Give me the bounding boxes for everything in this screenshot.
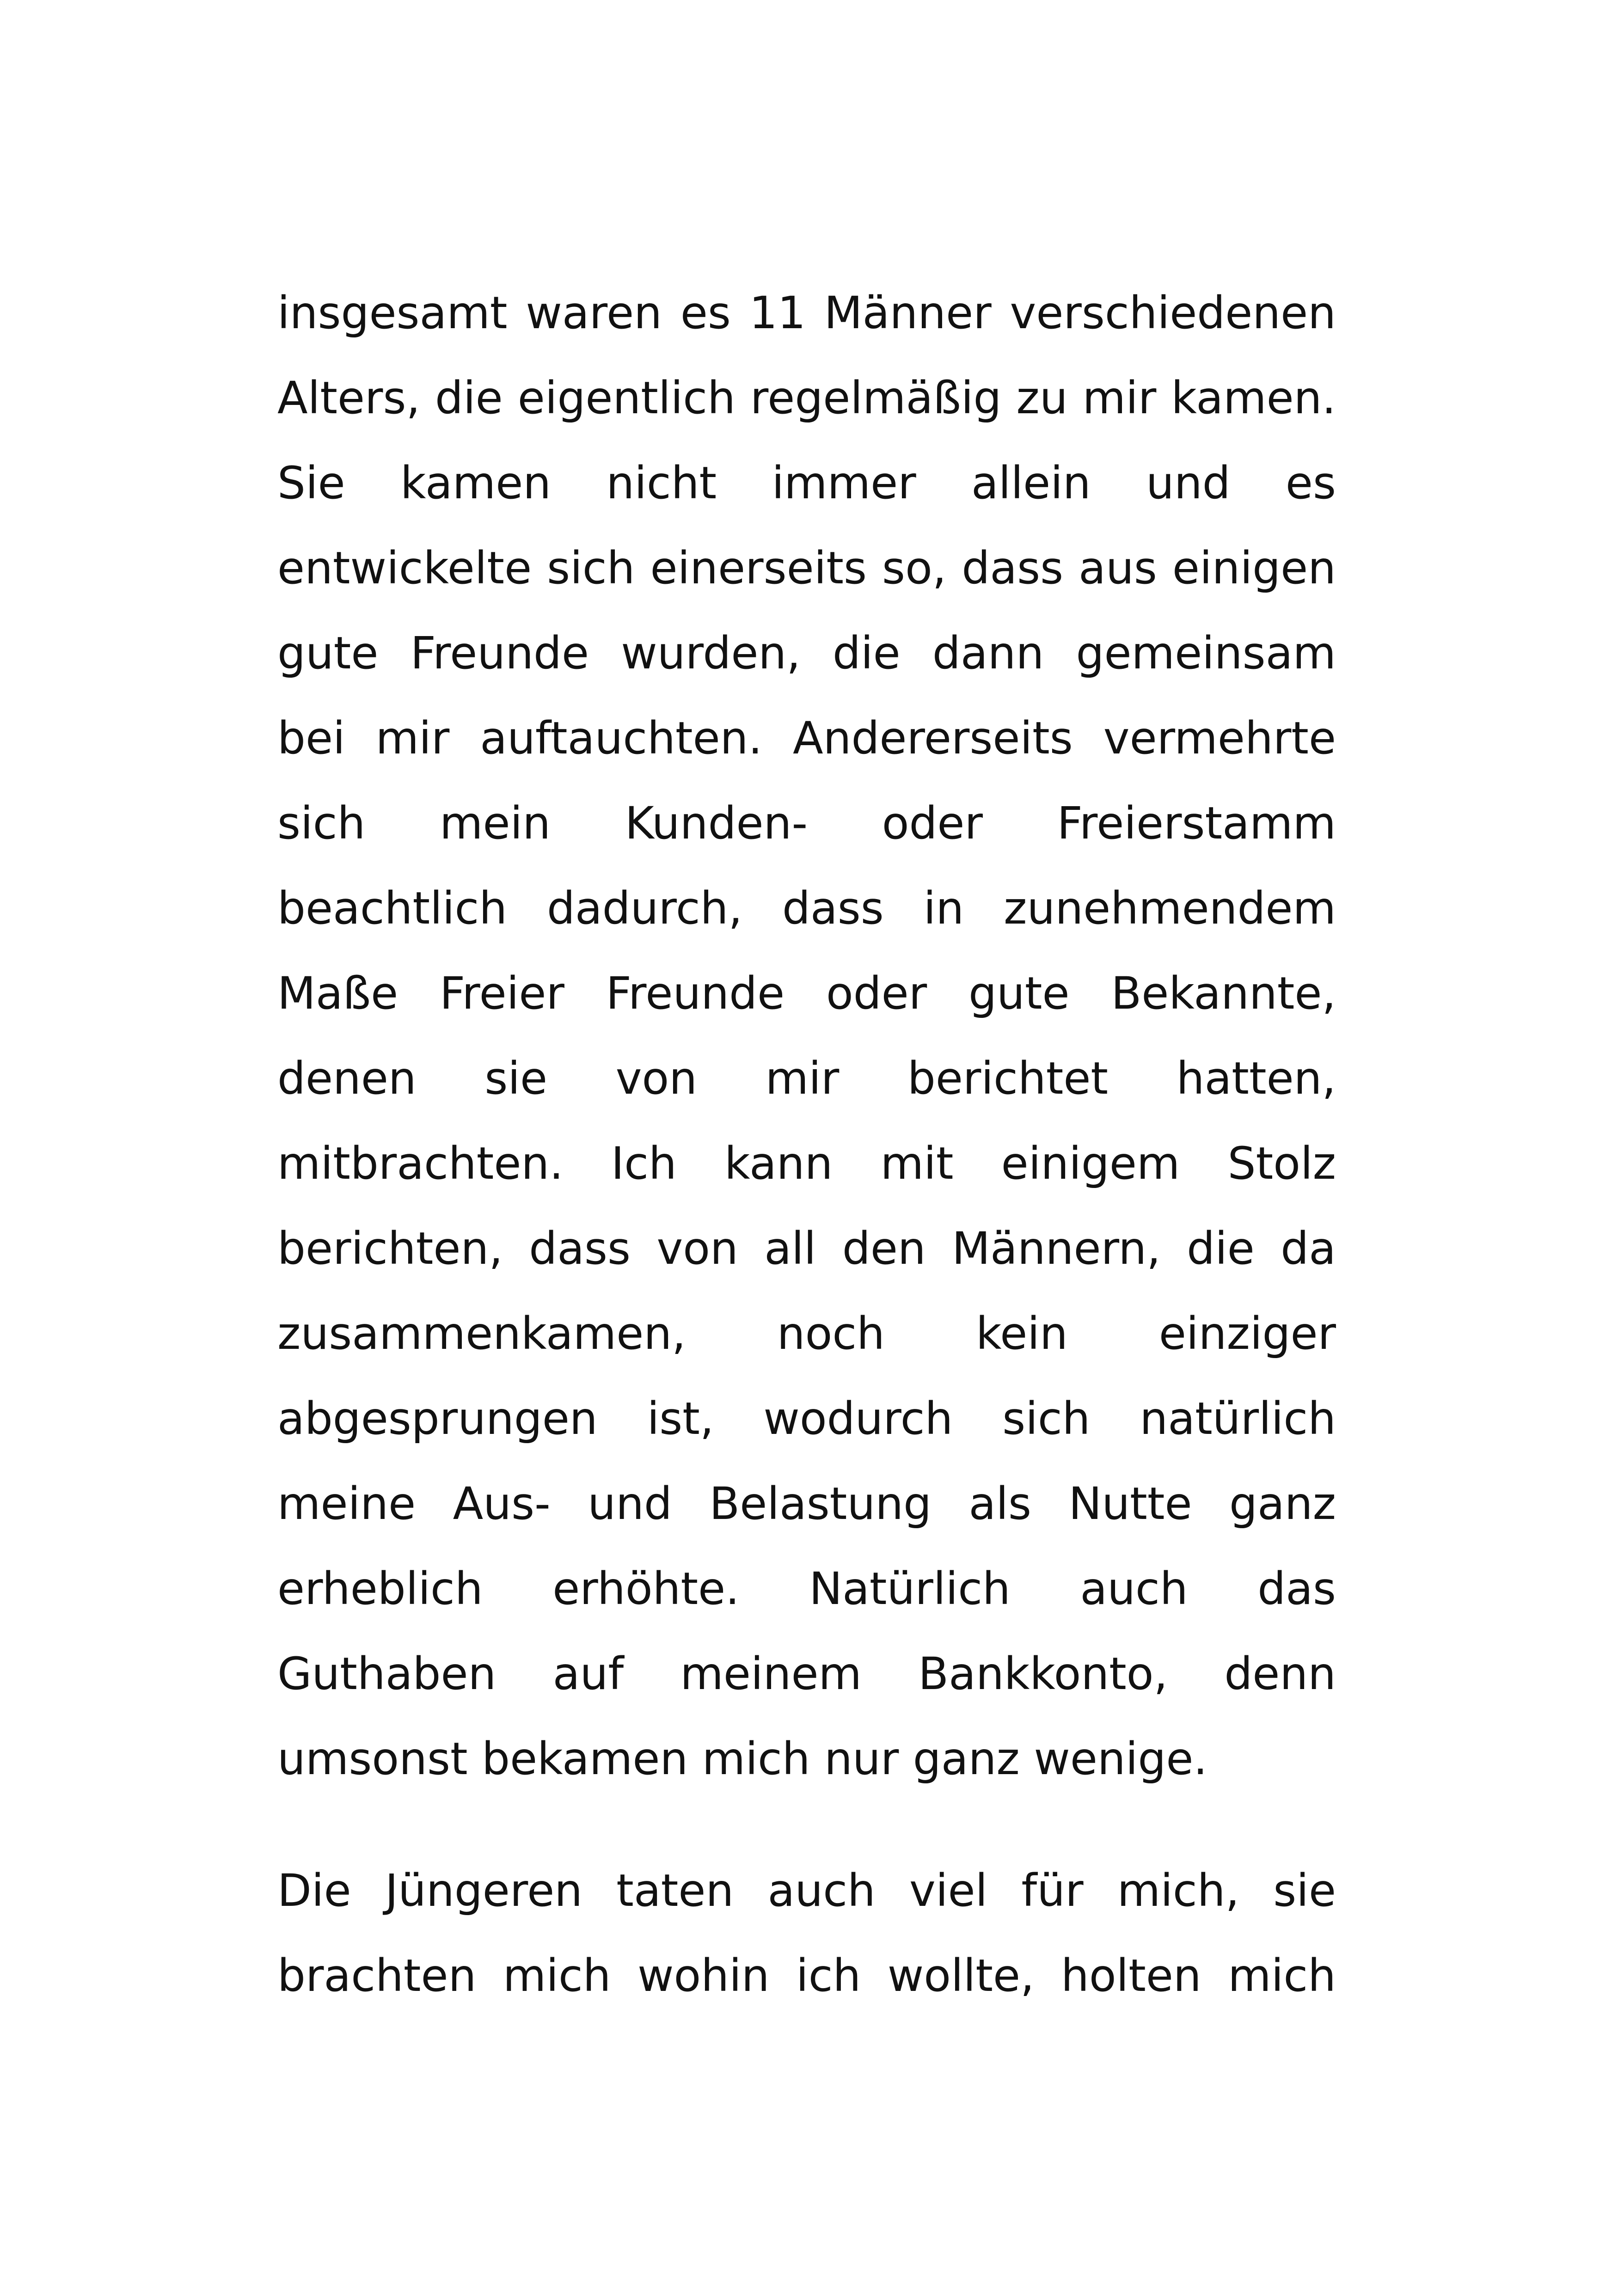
text-line: erheblich erhöhte. Natürlich auch das [277,1563,1336,1615]
text-line: Die Jüngeren taten auch viel für mich, sie [277,1865,1336,1916]
text-line: entwickelte sich einerseits so, dass aus einigen [277,542,1336,594]
paragraph-1 [277,270,1336,1801]
text-line: zusammenkamen, noch kein einziger [277,1308,1336,1359]
text-line: beachtlich dadurch, dass in zunehmendem [277,882,1336,934]
text-line: mitbrachten. Ich kann mit einigem Stolz [277,1138,1336,1189]
text-line: gute Freunde wurden, die dann gemeinsam [277,627,1336,679]
paragraph-2 [277,1848,1336,2018]
text-line: umsonst bekamen mich nur ganz wenige. [277,1733,1207,1785]
text-line: insgesamt waren es 11 Männer verschiedenen [277,287,1336,339]
text-line: brachten mich wohin ich wollte, holten mich [277,1950,1336,2002]
text-line: berichten, dass von all den Männern, die da [277,1223,1336,1274]
text-line: meine Aus- und Belastung als Nutte ganz [277,1478,1336,1530]
text-line: denen sie von mir berichtet hatten, [277,1053,1336,1104]
text-line: Maße Freier Freunde oder gute Bekannte, [277,967,1336,1019]
text-line: sich mein Kunden- oder Freierstamm [277,797,1336,849]
text-line: Guthaben auf meinem Bankkonto, denn [277,1648,1336,1700]
text-line: abgesprungen ist, wodurch sich natürlich [277,1393,1336,1445]
text-line: Sie kamen nicht immer allein und es [277,457,1336,509]
text-line: bei mir auftauchten. Andererseits vermehrte [277,712,1336,764]
text-line: Alters, die eigentlich regelmäßig zu mir kamen. [277,372,1336,424]
